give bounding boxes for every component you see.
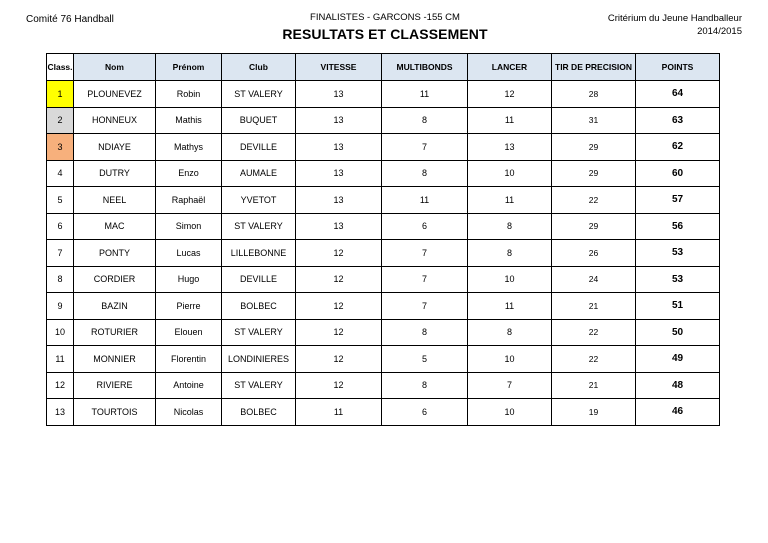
cell-points: 48 (636, 372, 720, 399)
cell-lancer: 13 (468, 134, 552, 161)
table-row (47, 81, 720, 108)
cell-multibonds: 11 (382, 187, 468, 214)
header-right-line1: Critérium du Jeune Handballeur (607, 13, 742, 24)
column-header-vitesse: VITESSE (296, 54, 382, 81)
cell-club: DEVILLE (222, 266, 296, 293)
cell-tir: 29 (552, 213, 636, 240)
cell-lancer: 8 (468, 213, 552, 240)
cell-nom: MAC (74, 213, 156, 240)
cell-club: YVETOT (222, 187, 296, 214)
cell-class: 1 (47, 81, 74, 108)
table-row (47, 293, 720, 320)
cell-lancer: 11 (468, 293, 552, 320)
cell-vitesse: 13 (296, 160, 382, 187)
cell-multibonds: 6 (382, 213, 468, 240)
cell-points: 57 (636, 187, 720, 214)
table-row (47, 399, 720, 426)
cell-tir: 21 (552, 293, 636, 320)
cell-prenom: Robin (156, 81, 222, 108)
cell-multibonds: 7 (382, 266, 468, 293)
table-row (47, 240, 720, 267)
cell-club: LILLEBONNE (222, 240, 296, 267)
cell-points: 60 (636, 160, 720, 187)
cell-points: 62 (636, 134, 720, 161)
cell-vitesse: 13 (296, 134, 382, 161)
cell-multibonds: 7 (382, 134, 468, 161)
table-row (47, 266, 720, 293)
column-header-lancer: LANCER (468, 54, 552, 81)
cell-vitesse: 12 (296, 266, 382, 293)
cell-lancer: 11 (468, 187, 552, 214)
table-row (47, 319, 720, 346)
cell-points: 49 (636, 346, 720, 373)
cell-prenom: Mathis (156, 107, 222, 134)
cell-tir: 28 (552, 81, 636, 108)
cell-prenom: Pierre (156, 293, 222, 320)
cell-multibonds: 8 (382, 372, 468, 399)
cell-nom: HONNEUX (74, 107, 156, 134)
cell-nom: NDIAYE (74, 134, 156, 161)
cell-vitesse: 12 (296, 240, 382, 267)
cell-prenom: Elouen (156, 319, 222, 346)
cell-tir: 19 (552, 399, 636, 426)
table-row (47, 213, 720, 240)
table-row (47, 346, 720, 373)
cell-class: 12 (47, 372, 74, 399)
cell-prenom: Hugo (156, 266, 222, 293)
cell-tir: 22 (552, 187, 636, 214)
cell-class: 10 (47, 319, 74, 346)
cell-multibonds: 8 (382, 160, 468, 187)
cell-tir: 22 (552, 319, 636, 346)
cell-vitesse: 12 (296, 346, 382, 373)
cell-nom: MONNIER (74, 346, 156, 373)
cell-lancer: 10 (468, 160, 552, 187)
cell-vitesse: 12 (296, 319, 382, 346)
cell-nom: ROTURIER (74, 319, 156, 346)
cell-class: 11 (47, 346, 74, 373)
cell-tir: 21 (552, 372, 636, 399)
cell-multibonds: 11 (382, 81, 468, 108)
cell-class: 8 (47, 266, 74, 293)
cell-multibonds: 7 (382, 293, 468, 320)
cell-points: 50 (636, 319, 720, 346)
cell-class: 2 (47, 107, 74, 134)
cell-club: ST VALERY (222, 372, 296, 399)
column-header-class: Class. (47, 54, 74, 81)
cell-club: ST VALERY (222, 81, 296, 108)
cell-vitesse: 11 (296, 399, 382, 426)
cell-vitesse: 13 (296, 213, 382, 240)
header-right (608, 12, 742, 38)
cell-nom: NEEL (74, 187, 156, 214)
cell-prenom: Florentin (156, 346, 222, 373)
column-header-tir: TIR DE PRECISION (552, 54, 636, 81)
results-table (46, 53, 720, 426)
cell-club: DEVILLE (222, 134, 296, 161)
table-row (47, 187, 720, 214)
cell-lancer: 11 (468, 107, 552, 134)
cell-points: 53 (636, 266, 720, 293)
cell-multibonds: 5 (382, 346, 468, 373)
cell-club: BUQUET (222, 107, 296, 134)
cell-points: 63 (636, 107, 720, 134)
cell-class: 3 (47, 134, 74, 161)
cell-nom: CORDIER (74, 266, 156, 293)
cell-class: 4 (47, 160, 74, 187)
cell-club: BOLBEC (222, 399, 296, 426)
header-right-line2: 2014/2015 (697, 26, 742, 37)
column-header-points: POINTS (636, 54, 720, 81)
cell-vitesse: 12 (296, 293, 382, 320)
header-row (47, 54, 720, 81)
cell-prenom: Raphaël (156, 187, 222, 214)
cell-club: LONDINIERES (222, 346, 296, 373)
cell-lancer: 8 (468, 319, 552, 346)
cell-prenom: Nicolas (156, 399, 222, 426)
cell-tir: 29 (552, 134, 636, 161)
cell-vitesse: 13 (296, 107, 382, 134)
cell-multibonds: 6 (382, 399, 468, 426)
cell-tir: 29 (552, 160, 636, 187)
cell-nom: DUTRY (74, 160, 156, 187)
column-header-multibonds: MULTIBONDS (382, 54, 468, 81)
cell-multibonds: 7 (382, 240, 468, 267)
cell-points: 56 (636, 213, 720, 240)
header-category: FINALISTES - GARCONS -155 CM (310, 12, 460, 23)
table-row (47, 160, 720, 187)
column-header-nom: Nom (74, 54, 156, 81)
cell-points: 53 (636, 240, 720, 267)
cell-club: ST VALERY (222, 213, 296, 240)
cell-lancer: 10 (468, 346, 552, 373)
cell-class: 9 (47, 293, 74, 320)
cell-prenom: Lucas (156, 240, 222, 267)
cell-club: BOLBEC (222, 293, 296, 320)
cell-tir: 31 (552, 107, 636, 134)
cell-lancer: 7 (468, 372, 552, 399)
table-row (47, 107, 720, 134)
cell-nom: RIVIERE (74, 372, 156, 399)
cell-club: AUMALE (222, 160, 296, 187)
cell-class: 6 (47, 213, 74, 240)
cell-nom: BAZIN (74, 293, 156, 320)
cell-vitesse: 13 (296, 81, 382, 108)
column-header-club: Club (222, 54, 296, 81)
cell-class: 5 (47, 187, 74, 214)
cell-points: 46 (636, 399, 720, 426)
cell-lancer: 10 (468, 399, 552, 426)
header-left: Comité 76 Handball (26, 14, 114, 25)
column-header-prenom: Prénom (156, 54, 222, 81)
cell-nom: TOURTOIS (74, 399, 156, 426)
cell-prenom: Enzo (156, 160, 222, 187)
cell-vitesse: 13 (296, 187, 382, 214)
cell-multibonds: 8 (382, 319, 468, 346)
cell-nom: PLOUNEVEZ (74, 81, 156, 108)
cell-prenom: Simon (156, 213, 222, 240)
cell-club: ST VALERY (222, 319, 296, 346)
cell-tir: 26 (552, 240, 636, 267)
cell-prenom: Mathys (156, 134, 222, 161)
cell-lancer: 10 (468, 266, 552, 293)
results-body (47, 81, 720, 426)
cell-lancer: 8 (468, 240, 552, 267)
cell-lancer: 12 (468, 81, 552, 108)
cell-multibonds: 8 (382, 107, 468, 134)
cell-class: 7 (47, 240, 74, 267)
cell-nom: PONTY (74, 240, 156, 267)
cell-tir: 24 (552, 266, 636, 293)
table-row (47, 372, 720, 399)
cell-vitesse: 12 (296, 372, 382, 399)
cell-prenom: Antoine (156, 372, 222, 399)
cell-class: 13 (47, 399, 74, 426)
table-row (47, 134, 720, 161)
cell-tir: 22 (552, 346, 636, 373)
cell-points: 64 (636, 81, 720, 108)
page-title: RESULTATS ET CLASSEMENT (282, 26, 488, 42)
cell-points: 51 (636, 293, 720, 320)
